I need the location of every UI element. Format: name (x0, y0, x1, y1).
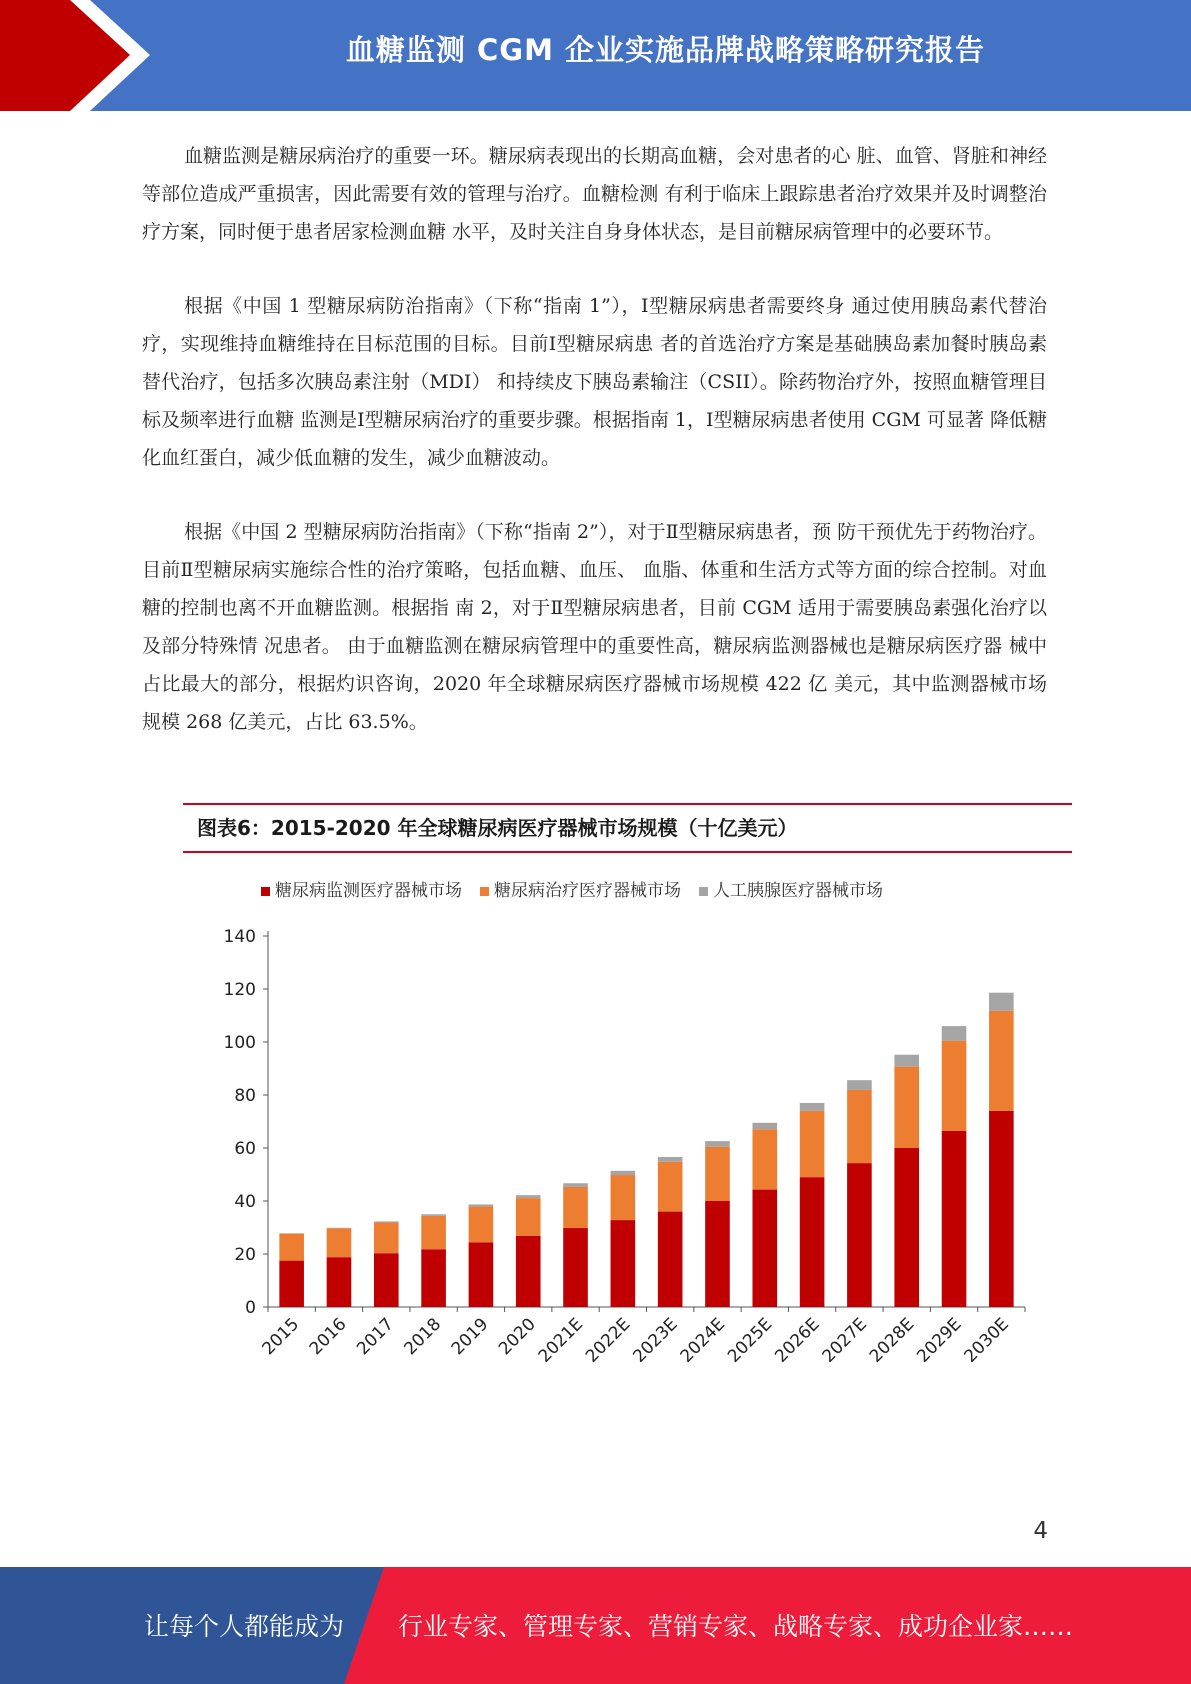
x-tick-label: 2023E (629, 1314, 682, 1367)
legend-label: 糖尿病监测医疗器械市场 (275, 881, 462, 901)
x-tick-label: 2030E (960, 1314, 1013, 1367)
bar-segment-3 (847, 1080, 872, 1090)
chart-container (183, 858, 1072, 1402)
bar-segment-2 (752, 1129, 777, 1189)
bar-segment-3 (658, 1157, 683, 1162)
bar-segment-1 (658, 1212, 683, 1307)
bar-segment-2 (469, 1207, 494, 1243)
bar-segment-2 (847, 1090, 872, 1163)
bar-segment-1 (374, 1253, 399, 1307)
bar-segment-2 (374, 1222, 399, 1253)
bar-segment-3 (611, 1171, 636, 1175)
bar-segment-2 (516, 1198, 541, 1236)
bar-segment-1 (563, 1228, 588, 1307)
legend-swatch (480, 887, 489, 896)
bar-segment-1 (989, 1111, 1014, 1307)
bar-segment-3 (421, 1214, 446, 1216)
figure-bottom-rule (183, 851, 1072, 853)
bar-segment-2 (705, 1147, 730, 1201)
bar-segment-1 (894, 1148, 919, 1307)
legend-swatch (699, 887, 708, 896)
x-tick-label: 2022E (582, 1314, 635, 1367)
bar-segment-3 (942, 1026, 967, 1041)
y-tick-label: 40 (234, 1192, 256, 1212)
paragraph-3: 根据《中国 2 型糖尿病防治指南》（下称“指南 2”），对于Ⅱ型糖尿病患者，预 防干预优先于药物治疗。目前Ⅱ型糖尿病实施综合性的治疗策略，包括血糖、血压、 血脂、体重和生活方式等方面的综合控制。对血糖的控制也离不开血糖监测。根据指 南 2，对于Ⅱ型糖尿病患者，目前 CGM 适用于需要胰岛素强化治疗以及部分特殊情 况患者。 由于血糖监测在糖尿病管理中的重要性高，糖尿病监测器械也是糖尿病医疗器 械中占比最大的部分，根据灼识咨询，2020 年全球糖尿病医疗器械市场规模 422 亿 美元，其中监测器械市场规模 268 亿美元，占比 63.5%。 (142, 521, 1047, 733)
stacked-bar-chart (183, 858, 1072, 1398)
bar-segment-3 (469, 1204, 494, 1206)
y-tick-label: 120 (223, 980, 256, 1000)
x-tick-label: 2025E (723, 1314, 777, 1367)
bar-segment-1 (611, 1220, 636, 1307)
x-tick-label: 2027E (818, 1314, 871, 1367)
y-tick-label: 100 (223, 1033, 256, 1053)
footer-slogan-left: 让每个人都能成为 (144, 1612, 345, 1641)
bar-segment-2 (800, 1111, 825, 1177)
x-tick-label: 2018 (400, 1314, 446, 1360)
x-tick-label: 2029E (913, 1314, 966, 1367)
bar-segment-3 (800, 1103, 825, 1111)
paragraph-2: 根据《中国 1 型糖尿病防治指南》（下称“指南 1”），Ⅰ型糖尿病患者需要终身 通过使用胰岛素代替治疗，实现维持血糖维持在目标范围的目标。目前Ⅰ型糖尿病患 者的首选治疗方案是基础胰岛素加餐时胰岛素替代治疗，包括多次胰岛素注射（MDI） 和持续皮下胰岛素输注（CSII）。除药物治疗外，按照血糖管理目标及频率进行血糖 监测是Ⅰ型糖尿病治疗的重要步骤。根据指南 1，Ⅰ型糖尿病患者使用 CGM 可显著 降低糖化血红蛋白，减少低血糖的发生，减少血糖波动。 (142, 295, 1047, 469)
paragraph-1: 血糖监测是糖尿病治疗的重要一环。糖尿病表现出的长期高血糖，会对患者的心 脏、血管、肾脏和神经等部位造成严重损害，因此需要有效的管理与治疗。血糖检测 有利于临床上跟踪患者治疗效果并及时调整治疗方案，同时便于患者居家检测血糖 水平，及时关注自身身体状态，是目前糖尿病管理中的必要环节。 (142, 145, 1047, 243)
y-tick-label: 140 (223, 927, 256, 947)
bar-segment-1 (421, 1249, 446, 1307)
x-tick-label: 2028E (865, 1314, 919, 1367)
x-tick-label: 2016 (305, 1314, 351, 1360)
bar-segment-1 (469, 1242, 494, 1307)
body-text (142, 137, 1047, 777)
x-tick-label: 2024E (676, 1314, 730, 1367)
x-tick-label: 2021E (534, 1314, 588, 1367)
bar-segment-2 (989, 1011, 1014, 1111)
bar-segment-3 (563, 1183, 588, 1187)
bar-segment-2 (279, 1234, 304, 1261)
y-tick-label: 80 (234, 1086, 256, 1106)
x-tick-label: 2026E (771, 1314, 824, 1367)
bar-segment-2 (421, 1216, 446, 1249)
x-tick-label: 2019 (447, 1314, 493, 1360)
y-tick-label: 0 (245, 1298, 256, 1318)
header-title: 血糖监测 CGM 企业实施品牌战略策略研究报告 (345, 33, 986, 67)
footer-slogan-right: 行业专家、管理专家、营销专家、战略专家、成功企业家…… (398, 1612, 1074, 1641)
x-tick-label: 2020 (495, 1314, 540, 1360)
bar-segment-1 (752, 1190, 777, 1307)
legend-swatch (261, 887, 270, 896)
bar-segment-1 (942, 1131, 967, 1307)
bar-segment-1 (327, 1257, 352, 1307)
figure-header (183, 803, 1072, 853)
bar-segment-2 (658, 1162, 683, 1212)
bar-segment-3 (374, 1221, 399, 1222)
x-tick-label: 2015 (258, 1314, 304, 1360)
bar-segment-3 (705, 1141, 730, 1147)
bar-segment-3 (894, 1055, 919, 1067)
bar-segment-2 (942, 1041, 967, 1131)
x-tick-label: 2017 (353, 1314, 398, 1360)
figure-title: 图表6：2015-2020 年全球糖尿病医疗器械市场规模（十亿美元） (197, 816, 798, 840)
bar-segment-2 (563, 1187, 588, 1228)
bar-segment-1 (800, 1177, 825, 1307)
bar-segment-3 (989, 993, 1014, 1011)
bar-segment-2 (611, 1175, 636, 1220)
bar-segment-2 (327, 1228, 352, 1257)
legend-label: 人工胰腺医疗器械市场 (713, 881, 883, 901)
y-tick-label: 20 (234, 1245, 256, 1265)
bar-segment-3 (327, 1228, 352, 1229)
page-header (0, 0, 1191, 111)
bar-segment-3 (752, 1123, 777, 1129)
y-tick-label: 60 (234, 1139, 256, 1159)
page-number: 4 (1033, 1518, 1048, 1544)
bar-segment-1 (279, 1261, 304, 1307)
bar-segment-1 (705, 1201, 730, 1307)
legend-label: 糖尿病治疗医疗器械市场 (494, 881, 681, 901)
bar-segment-1 (847, 1163, 872, 1307)
bar-segment-1 (516, 1236, 541, 1307)
page-footer (0, 1567, 1191, 1684)
bar-segment-2 (894, 1067, 919, 1148)
bar-segment-3 (516, 1195, 541, 1198)
